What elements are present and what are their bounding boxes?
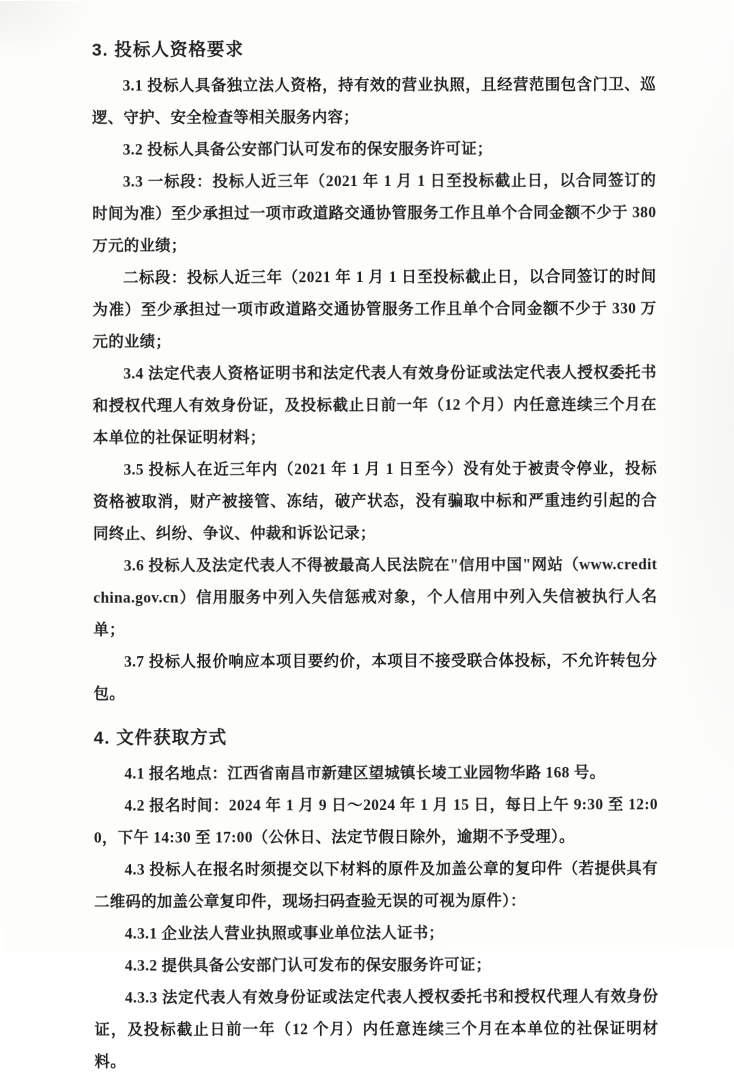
- section-4-heading: 4. 文件获取方式: [93, 727, 228, 748]
- clause-4-2: 4.2 报名时间：2024 年 1 月 9 日～2024 年 1 月 15 日，每日上午 9:30 至 12:00，下午 14:30 至 17:00（公休日、法定节假日除外，逾期不予受理）。: [93, 796, 658, 847]
- clause-3-3-lot2: 二标段：投标人近三年（2021 年 1 月 1 日至投标截止日，以合同签订的时间为准）至少承担过一项市政道路交通协管服务工作且单个合同金额不少于 330 万元的业绩；: [92, 268, 657, 351]
- clause-4-3: 4.3 投标人在报名时须提交以下材料的原件及加盖公章的复印件（若提供具有二维码的加盖公章复印件，现场扫码查验无误的可视为原件）：: [94, 860, 659, 911]
- clause-3-4: 3.4 法定代表人资格证明书和法定代表人有效身份证或法定代表人授权委托书和授权代理人有效身份证，及投标截止日前一年（12 个月）内任意连续三个月在本单位的社保证明材料；: [92, 364, 657, 447]
- clause-3-7: 3.7 投标人报价响应本项目要约价，本项目不接受联合体投标，不允许转包分包。: [93, 652, 658, 703]
- clause-3-1: 3.1 投标人具备独立法人资格，持有效的营业执照，且经营范围包含门卫、巡逻、守护、安全检查等相关服务内容；: [92, 76, 657, 127]
- clause-3-5: 3.5 投标人在近三年内（2021 年 1 月 1 日至今）没有处于被责令停业，投标资格被取消，财产被接管、冻结，破产状态，没有骗取中标和严重违约引起的合同终止、纠纷、争议、仲裁和诉讼记录；: [93, 460, 658, 543]
- clause-3-6: 3.6 投标人及法定代表人不得被最高人民法院在"信用中国"网站（www.creditchina.gov.cn）信用服务中列入失信惩戒对象，个人信用中列入失信被执行人名单；: [93, 556, 658, 639]
- clause-4-3-1: 4.3.1 企业法人营业执照或事业单位法人证书；: [124, 924, 445, 943]
- clause-4-3-3: 4.3.3 法定代表人有效身份证或法定代表人授权委托书和授权代理人有效身份证，及投标截止日前一年（12 个月）内任意连续三个月在本单位的社保证明材料。: [94, 988, 659, 1071]
- clause-4-1: 4.1 报名地点：江西省南昌市新建区望城镇长堎工业园物华路 168 号。: [124, 764, 606, 783]
- section-3-heading: 3. 投标人资格要求: [91, 39, 244, 60]
- clause-3-3-lot1: 3.3 一标段：投标人近三年（2021 年 1 月 1 日至投标截止日，以合同签订的时间为准）至少承担过一项市政道路交通协管服务工作且单个合同金额不少于 380 万元的业绩；: [92, 172, 657, 255]
- clause-4-3-2: 4.3.2 提供具备公安部门认可发布的保安服务许可证；: [124, 956, 492, 975]
- clause-3-2: 3.2 投标人具备公安部门认可发布的保安服务许可证；: [122, 140, 493, 159]
